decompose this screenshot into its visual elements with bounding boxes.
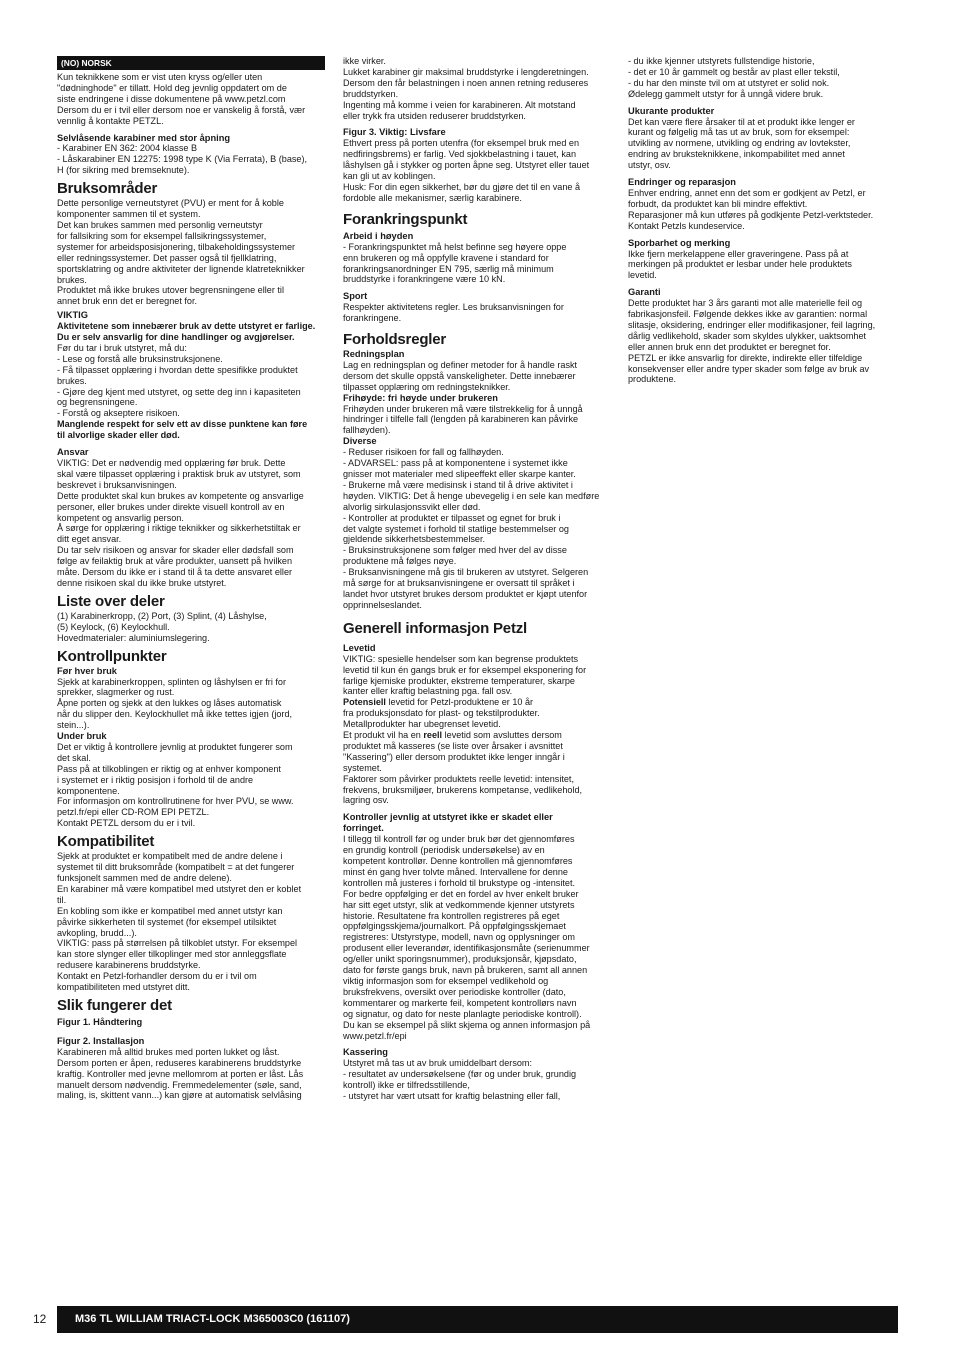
figur-2-heading: Figur 2. Installasjon (57, 1035, 145, 1046)
bruksomrader-heading: Bruksområder (57, 180, 158, 198)
column-3 (628, 56, 898, 385)
continued-text: ikke virker. Lukket karabiner gir maksimal bruddstyrke i lengderetningen. Dersom den får belastningen i noen annen retning reduseres bruddstyrken. Ingenting må komme i veien for karabineren. Alt motstand eller trykk fra utsiden reduserer bruddstyrken. (343, 56, 589, 121)
kompatibilitet-heading: Kompatibilitet (57, 833, 155, 851)
figur-3-heading: Figur 3. Viktig: Livsfare (343, 127, 446, 138)
reell-bold: reell (423, 730, 443, 741)
intro-text: Kun teknikkene som er vist uten kryss og/eller uten "dødninghode" er tillatt. Hold deg jevnlig oppdatert om de siste endringene i disse dokumentene på www.petzl.com Dersom du er i tvil eller dersom noe er vanskelig å forstå, vær vennlig å kontakte PETZL. (57, 72, 306, 126)
endringer-text: Enhver endring, annet enn det som er godkjent av Petzl, er forbudt, da produktet kan bli mindre effektivt. Reparasjoner må kun utføres på godkjente Petzl-verktsteder. Kontakt Petzls kundeservice. (628, 187, 874, 231)
viktig-heading: VIKTIG (57, 310, 88, 321)
viktig-bold-1: Aktivitetene som innebærer bruk av dette utstyret er farlige. Du er selv ansvarlig for dine handlinger og avgjørelser. (57, 321, 316, 343)
potensiell-text: levetid for Petzl-produktene er 10 år fra produksjonsdato for plast- og tekstilprodukter. Metallprodukter har ubegrenset levetid. (343, 697, 540, 730)
figur-3-text: Ethvert press på porten utenfra (for eksempel bruk med en nedfiringsbrems) er farlig. Ved sjokkbelastning i tauet, kan låshylsen gå i stykker og porten åpne seg. Utstyret eller tauet kan gli ut av koblingen. Husk: For din egen sikkerhet, bør du gjøre det til en vane å fordoble alle mekanismer, særlig karabinere. (343, 138, 590, 203)
reell-prefix: Et produkt vil ha en (343, 730, 424, 741)
figur-1-heading: Figur 1. Håndtering (57, 1016, 143, 1027)
column-2 (343, 56, 609, 1102)
potensiell-bold: Potensiell (343, 697, 386, 708)
sporbarhet-heading: Sporbarhet og merking (628, 237, 731, 248)
selvlasende-heading: Selvlåsende karabiner med stor åpning (57, 132, 231, 143)
kassering-text: Utstyret må tas ut av bruk umiddelbart dersom: - resultatet av undersøkelsene (før og under bruk, grundig kontroll) ikke er tilfredsstillende, - utstyret har vært utsatt for kraftig belastning eller fall, (343, 1058, 577, 1102)
liste-over-deler-text: (1) Karabinerkropp, (2) Port, (3) Splint, (4) Låshylse, (5) Keylock, (6) Keylockhull. Hovedmaterialer: aluminiumslegering. (57, 610, 267, 643)
forholdsregler-heading: Forholdsregler (343, 331, 447, 349)
kontroller-jevnlig-text: I tillegg til kontroll før og under bruk bør det gjennomføres en grundig kontroll (periodisk undersøkelse) av en kompetent kontrollør. Denne kontrollen må gjennomføres minst én gang hver tolvte måned. Intervallene for denne kontrollen må justeres i forhold til brukstype og -intensitet. For bedre oppfølging er det en fordel av hver enkelt bruker har sitt eget utstyr, slik at vedkommende kjenner utstyrets historie. Resultatene fra kontrollen registreres på eget oppfølgingsskjema/journalkort. På oppfølgingsskjemaet registreres: Utstyrstype, modell, navn og opplysninger om produsent eller leverandør, identifikasjonsmåte (serienummer og/eller unikt sporingsnummer), produksjonsår, kjøpsdato, dato for første gangs bruk, navn på brukeren, samt all annen viktig informasjon som for eksempel vedlikehold og bruksfrekvens, oversikt over periodiske kontroller (dato, kommentarer og markerte feil, kompetent kontrollørs navn og signatur, og dato for neste planlagte periodiske kontroll). Du kan se eksempel på slikt skjema og annen informasjon på www.petzl.fr/epi (343, 834, 591, 1041)
arbeid-i-hoyden-text: - Forankringspunktet må helst befinne seg høyere oppe enn brukeren og må oppfylle kravene i standard for forankringsanordninger EN 795, særlig må minimum bruddstyrke i forankringene være 10 kN. (343, 241, 567, 285)
reell-text: levetid som avsluttes dersom produktet må kasseres (se liste over årsaker i avsnittet "Kassering") eller dersom produktet ikke lenger inngår i systemet. Faktorer som påvirker produktets reelle levetid: intensitet, frekvens, bruksmiljøer, brukerens kompetanse, vedlikehold, lagring osv. (343, 730, 583, 806)
page-number: 12 (33, 1312, 47, 1326)
ansvar-text: VIKTIG: Det er nødvendig med opplæring før bruk. Dette skal være tilpasset opplæring i praktisk bruk av utstyret, som beskrevet i bruksanvisningen. Dette produktet skal kun brukes av kompetente og ansvarlige personer, eller brukes under direkte visuell kontroll av en kompetent og ansvarlig person. Å sørge for opplæring i riktige teknikker og sikkerhetstiltak er ditt eget ansvar. Du tar selv risikoen og ansvar for skader eller dødsfall som følge av feilaktig bruk at våre produkter, uansett på hvilken måte. Dersom du ikke er i stand til å ta dette ansvaret eller denne risikoen skal du ikke bruke utstyret. (57, 458, 304, 588)
column-1 (57, 56, 325, 1101)
sporbarhet-text: Ikke fjern merkelappene eller graveringene. Pass på at merkingen på produktet er lesbar under hele produktets levetid. (628, 248, 852, 281)
generell-informasjon-heading: Generell informasjon Petzl (343, 619, 528, 637)
language-label: (NO) NORSK (57, 56, 325, 70)
sport-heading: Sport (343, 291, 368, 302)
levetid-text (343, 654, 609, 807)
arbeid-i-hoyden-heading: Arbeid i høyden (343, 230, 414, 241)
kassering-heading: Kassering (343, 1047, 388, 1058)
frihoyde-heading: Frihøyde: fri høyde under brukeren (343, 392, 498, 403)
garanti-text: Dette produktet har 3 års garanti mot alle materielle feil og fabrikasjonsfeil. Følgende dekkes ikke av garantien: normal slitasje, oksidering, endringer eller modifikasjoner, feil lagring, dårlig vedlikehold, skader som skyldes ulykker, uaktsomhet eller annen bruk enn det produktet er beregnet for. PETZL er ikke ansvarlig for direkte, indirekte eller tilfeldige konsekvenser eller andre typer skader som følge av bruk av produktene. (628, 298, 876, 385)
ukurante-produkter-text: Det kan være flere årsaker til at et produkt ikke lenger er kurant og følgelig må tas ut av bruk, som for eksempel: utvikling av normene, utvikling og endring av lovtekster, endring av bruksteknikkene, inkompabilitet med annet utstyr, osv. (628, 116, 855, 171)
levetid-heading: Levetid (343, 642, 376, 653)
selvlasende-text: - Karabiner EN 362: 2004 klasse B - Låskarabiner EN 12275: 1998 type K (Via Ferrata), B (base), H (for sikring med bremseknute). (57, 143, 308, 176)
viktig-bold-2: Manglende respekt for selv ett av disse punktene kan føre til alvorlige skader eller død. (57, 419, 308, 441)
frihoyde-text: Frihøyden under brukeren må være tilstrekkelig for å unngå hindringer i tilfelle fall (lengden på karabineren kan påvirke fallhøyden). (343, 403, 583, 436)
endringer-heading: Endringer og reparasjon (628, 177, 736, 188)
bruksomrader-text: Dette personlige verneutstyret (PVU) er ment for å koble komponenter sammen til et system. Det kan brukes sammen med personlig verneutstyr for fallsikring som for eksempel fallsikringssystemer, systemer for arbeidsposisjonering, tilbakeholdingssystemer eller redningssystemer. Det passer også til fjellklatring, sportsklatring og andre aktiviteter der lignende klatreteknikker brukes. Produktet må ikke brukes utover begrensningene eller til annet bruk enn det er beregnet for. (57, 198, 305, 307)
figur-2-text: Karabineren må alltid brukes med porten lukket og låst. Dersom porten er åpen, reduseres karabinerens bruddstyrke kraftig. Kontroller med jevne mellomrom at porten er låst. Lås manuelt dersom nødvendig. Fremmedelementer (søle, sand, maling, is, skittent vann...) kan gjøre at automatisk selvlåsing (57, 1046, 304, 1101)
viktig-text: Før du tar i bruk utstyret, må du: - Lese og forstå alle bruksinstruksjonene. - Få tilpasset opplæring i hvordan dette spesifikke produktet brukes. - Gjøre deg kjent med utstyret, og sette deg inn i kapasiteten og begrensningene. - Forstå og akseptere risikoen. (57, 342, 301, 419)
redningsplan-heading: Redningsplan (343, 349, 405, 360)
ansvar-heading: Ansvar (57, 447, 89, 458)
liste-over-deler-heading: Liste over deler (57, 592, 165, 610)
slik-fungerer-det-heading: Slik fungerer det (57, 996, 172, 1014)
footer-bar: M36 TL WILLIAM TRIACT-LOCK M365003C0 (161107) (57, 1306, 898, 1333)
forankringspunkt-heading: Forankringspunkt (343, 210, 468, 228)
redningsplan-text: Lag en redningsplan og definer metoder for å handle raskt dersom det skulle oppstå vanskeligheter. Dette innebærer tilpasset opplæring om redningsteknikker. (343, 359, 578, 392)
diverse-heading: Diverse (343, 436, 377, 447)
for-hver-bruk-heading: Før hver bruk (57, 665, 117, 676)
sport-text: Respekter aktivitetens regler. Les bruksanvisningen for forankringene. (343, 302, 564, 324)
ukurante-produkter-heading: Ukurante produkter (628, 105, 715, 116)
kassering-continued-text: - du ikke kjenner utstyrets fullstendige historie, - det er 10 år gammelt og består av plast eller tekstil, - du har den minste tvil om at utstyret er solid nok. Ødelegg gammelt utstyr for å unngå videre bruk. (628, 56, 840, 99)
under-bruk-heading: Under bruk (57, 731, 107, 742)
diverse-text: - Reduser risikoen for fall og fallhøyden. - ADVARSEL: pass på at komponentene i systemet ikke gnisser mot materialer med slipeeffekt eller skarpe kanter. - Brukerne må være medisinsk i stand til å drive aktivitet i høyden. VIKTIG: Det å henge ubevegelig i en sele kan medføre alvorlig sirkulasjonssvikt eller død. - Kontroller at produktet er tilpasset og egnet for bruk i det valgte systemet i forhold til statlige bestemmelser og gjeldende sikkerhetsbestemmelser. - Bruksinstruksjonene som følger med hver del av disse produktene må følges nøye. - Bruksanvisningene må gis til brukeren av utstyret. Selgeren må sørge for at bruksanvisningene er oversatt til språket i landet hvor utstyret brukes dersom produktet er kjøpt utenfor opprinnelseslandet. (343, 447, 600, 610)
kompatibilitet-text: Sjekk at produktet er kompatibelt med de andre delene i systemet til ditt bruksområde (kompatibelt = at det fungerer funksjonelt sammen med de andre delene). En karabiner må være kompatibel med utstyret den er koblet til. En kobling som ikke er kompatibel med annet utstyr kan påvirke sikkerheten til systemet (for eksempel utilsiktet avkopling, brudd...). VIKTIG: pass på størrelsen på tilkoblet utstyr. For eksempel kan store slynger eller tilkoplinger med stor annleggsflate redusere karabinerens bruddstyrke. Kontakt en Petzl-forhandler dersom du er i tvil om kompatibiliteten med utstyret ditt. (57, 851, 302, 993)
under-bruk-text: Det er viktig å kontrollere jevnlig at produktet fungerer som det skal. Pass på at tilkoblingen er riktig og at enhver komponent i systemet er i riktig posisjon i forhold til de andre komponentene. For informasjon om kontrollrutinene for hver PVU, se www. petzl.fr/epi eller CD-ROM EPI PETZL. Kontakt PETZL dersom du er i tvil. (57, 741, 294, 829)
kontroller-jevnlig-heading: Kontroller jevnlig at utstyret ikke er skadet eller forringet. (343, 812, 553, 834)
garanti-heading: Garanti (628, 287, 661, 298)
kontrollpunkter-heading: Kontrollpunkter (57, 647, 167, 665)
levetid-text-1: VIKTIG: spesielle hendelser som kan begrense produktets levetid til kun én gangs bruk er for eksempel eksponering for farlige kjemiske produkter, ekstreme temperaturer, skarpe kanter eller kraftig belastning pga. fall osv. (343, 653, 587, 697)
for-hver-bruk-text: Sjekk at karabinerkroppen, splinten og låshylsen er fri for sprekker, slagmerker og rust. Åpne porten og sjekk at den lukkes og låses automatisk når du slipper den. Keylockhullet må ikke tettes igjen (jord, stein...). (57, 676, 293, 731)
